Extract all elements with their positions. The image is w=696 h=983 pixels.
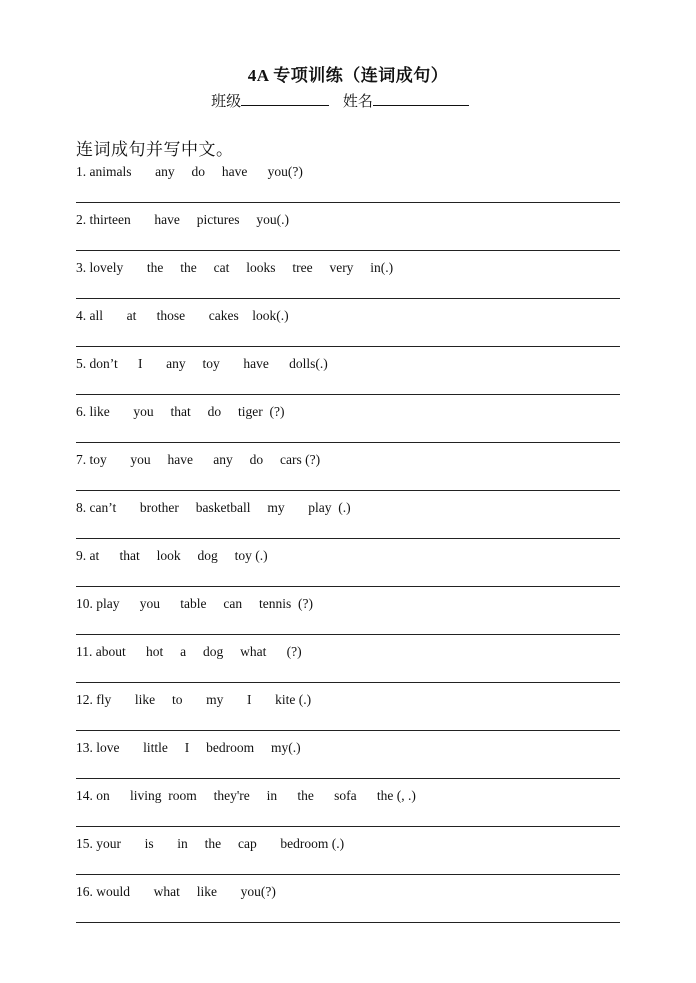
exercise-item <box>76 402 620 450</box>
exercise-item <box>76 690 620 738</box>
exercise-item <box>76 258 620 306</box>
exercise-words: 13. love little I bedroom my(.) <box>76 740 301 755</box>
exercise-words: 3. lovely the the cat looks tree very in(.) <box>76 260 394 275</box>
exercise-item <box>76 354 620 402</box>
answer-line[interactable] <box>76 298 620 299</box>
name-label: 姓名 <box>342 94 373 110</box>
answer-line[interactable] <box>76 826 620 827</box>
exercise-words: 16. would what like you(?) <box>76 884 276 899</box>
answer-line[interactable] <box>76 538 620 539</box>
exercise-item <box>76 498 620 546</box>
exercise-words: 10. play you table can tennis (?) <box>76 596 313 611</box>
exercise-item <box>76 210 620 258</box>
answer-line[interactable] <box>76 250 620 251</box>
exercise-words: 8. can’t brother basketball my play (.) <box>76 500 351 515</box>
answer-line[interactable] <box>76 730 620 731</box>
answer-line[interactable] <box>76 490 620 491</box>
exercise-words: 14. on living room they're in the sofa the (, .) <box>76 788 416 803</box>
exercise-words: 15. your is in the cap bedroom (.) <box>76 836 345 851</box>
answer-line[interactable] <box>76 346 620 347</box>
exercise-item <box>76 642 620 690</box>
page-title: 4A 专项训练（连词成句） <box>247 66 449 85</box>
exercise-item <box>76 162 620 210</box>
exercise-item <box>76 594 620 642</box>
exercise-list <box>76 162 620 930</box>
exercise-words: 1. animals any do have you(?) <box>76 164 303 179</box>
exercise-item <box>76 834 620 882</box>
answer-line[interactable] <box>76 442 620 443</box>
answer-line[interactable] <box>76 778 620 779</box>
exercise-words: 12. fly like to my I kite (.) <box>76 692 312 707</box>
exercise-words: 11. about hot a dog what (?) <box>76 644 302 659</box>
exercise-words: 9. at that look dog toy (.) <box>76 548 268 563</box>
answer-line[interactable] <box>76 634 620 635</box>
answer-line[interactable] <box>76 394 620 395</box>
class-label: 班级 <box>211 94 242 110</box>
exercise-words: 7. toy you have any do cars (?) <box>76 452 321 467</box>
answer-line[interactable] <box>76 922 620 923</box>
exercise-item <box>76 882 620 930</box>
exercise-words: 6. like you that do tiger (?) <box>76 404 285 419</box>
exercise-item <box>76 546 620 594</box>
exercise-item <box>76 786 620 834</box>
exercise-words: 4. all at those cakes look(.) <box>76 308 289 323</box>
exercise-item <box>76 738 620 786</box>
answer-line[interactable] <box>76 586 620 587</box>
instruction-text: 连词成句并写中文。 <box>76 140 234 159</box>
answer-line[interactable] <box>76 874 620 875</box>
student-info-line <box>0 90 680 111</box>
exercise-words: 2. thirteen have pictures you(.) <box>76 212 289 227</box>
exercise-item <box>76 306 620 354</box>
name-blank[interactable] <box>373 91 469 106</box>
answer-line[interactable] <box>76 682 620 683</box>
answer-line[interactable] <box>76 202 620 203</box>
exercise-words: 5. don’t I any toy have dolls(.) <box>76 356 328 371</box>
exercise-item <box>76 450 620 498</box>
class-blank[interactable] <box>241 91 329 106</box>
